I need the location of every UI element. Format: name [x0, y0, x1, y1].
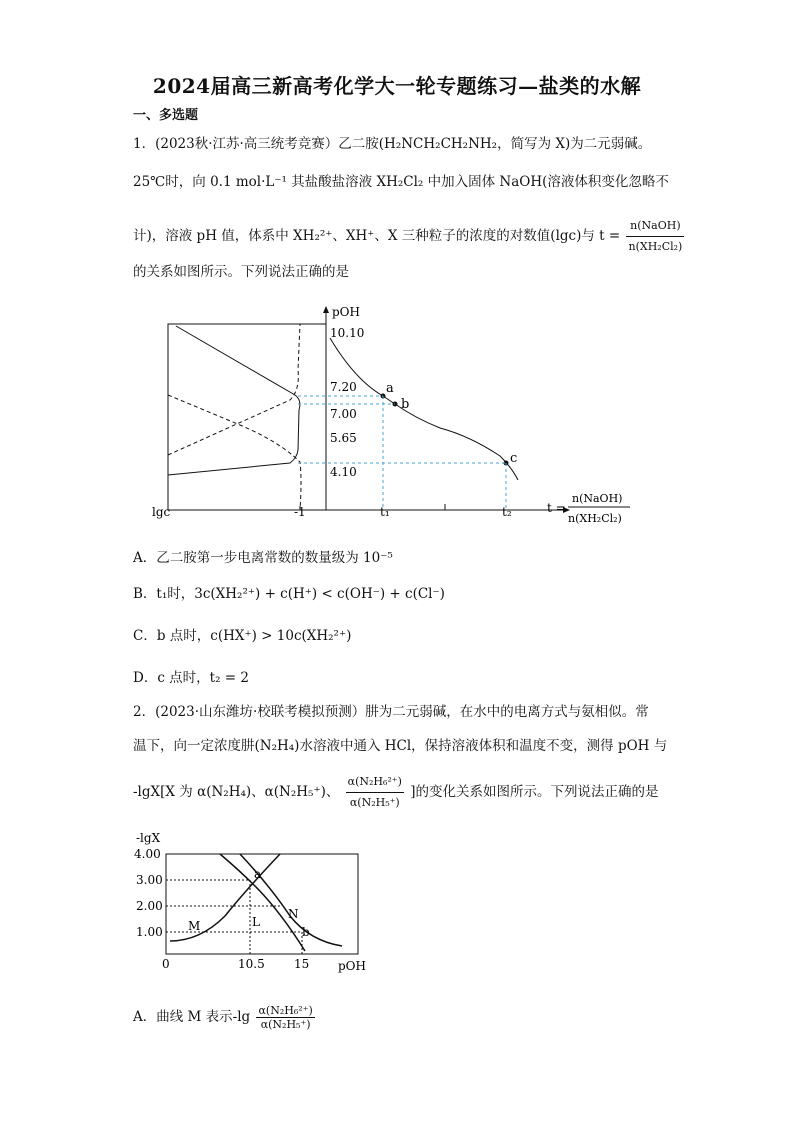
- q1-curve-xh2: [168, 326, 300, 475]
- q1-figure: [140, 300, 640, 530]
- q2-point-b: b: [302, 925, 310, 939]
- q1-option-d[interactable]: D．c 点时，t₂ = 2: [133, 670, 249, 686]
- q2-label-m: M: [188, 919, 201, 933]
- q1-line3-text: 计)，溶液 pH 值，体系中 XH₂²⁺、XH⁺、X 三种粒子的浓度的对数值(lgc)与 t =: [133, 228, 621, 244]
- q2-ytick-1: 1.00: [136, 925, 163, 939]
- q1-ytick-565: 5.65: [330, 431, 357, 445]
- page-title: 2024届高三新高考化学大一轮专题练习—盐类的水解: [152, 74, 642, 98]
- q2-label-n: N: [288, 907, 299, 921]
- q1-line2: 25℃时，向 0.1 mol·L⁻¹ 其盐酸盐溶液 XH₂Cl₂ 中加入固体 NaOH(溶液体积变化忽略不: [133, 174, 669, 190]
- q1-label-a: a: [386, 381, 394, 396]
- q1-curve-poh: [330, 338, 518, 480]
- q1-option-b[interactable]: B．t₁时，3c(XH₂²⁺) + c(H⁺) < c(OH⁻) + c(Cl⁻): [133, 586, 445, 602]
- q2-x-title: pOH: [338, 959, 366, 973]
- q2-line2: 温下，向一定浓度肼(N₂H₄)水溶液中通入 HCl，保持溶液体积和温度不变，测得 pOH 与: [133, 738, 668, 754]
- section-heading: 一、多选题: [133, 108, 199, 123]
- q1-frac-num: n(NaOH): [626, 216, 684, 237]
- q1-x-title-num: n(NaOH): [572, 492, 623, 505]
- q2-line3-b: ]的变化关系如图所示。下列说法正确的是: [410, 784, 659, 800]
- q1-curve-x: [168, 395, 301, 510]
- q2-fraction: [346, 772, 404, 813]
- q1-y-title: pOH: [332, 305, 360, 319]
- q1-option-a[interactable]: A．乙二胺第一步电离常数的数量级为 10⁻⁵: [133, 550, 393, 566]
- q2-frac-den: α(N₂H₅⁺): [349, 796, 400, 809]
- q2-ytick-2: 2.00: [136, 899, 163, 913]
- q1-option-c[interactable]: C．b 点时，c(HX⁺) > 10c(XH₂²⁺): [133, 628, 352, 644]
- q2-point-a: a: [254, 867, 262, 881]
- q2-line3: [133, 772, 658, 813]
- q1-x-title-den: n(XH₂Cl₂): [568, 512, 622, 525]
- q1-label-b: b: [401, 397, 410, 412]
- q2-option-a-den: α(N₂H₅⁺): [260, 1018, 311, 1031]
- q1-x-minus1: -1: [294, 505, 306, 519]
- q1-x-t1: t₁: [380, 505, 390, 519]
- q2-xtick-0: 0: [162, 957, 170, 971]
- q2-option-a-num: α(N₂H₆²⁺): [258, 1004, 313, 1017]
- q2-y-title: -lgX: [136, 831, 161, 845]
- q2-label-l: L: [252, 915, 260, 929]
- q2-figure: [130, 826, 390, 976]
- q1-x-t2: t₂: [502, 505, 512, 519]
- q1-frac-den: n(XH₂Cl₂): [628, 240, 683, 253]
- q1-ytick-1010: 10.10: [330, 326, 365, 340]
- q2-frac-num: α(N₂H₆²⁺): [346, 772, 404, 793]
- q2-line1: 2．(2023·山东潍坊·校联考模拟预测）肼为二元弱碱，在水中的电离方式与氨相似。常: [133, 704, 649, 720]
- q1-ytick-720: 7.20: [330, 380, 357, 394]
- q1-line1: 1．(2023秋·江苏·高三统考竞赛）乙二胺(H₂NCH₂CH₂NH₂，简写为 X)为二元弱碱。: [133, 136, 652, 152]
- q1-line4: 的关系如图所示。下列说法正确的是: [133, 264, 349, 280]
- q1-y-arrow-icon: [323, 306, 329, 313]
- q1-x-left-label: lgc: [152, 505, 171, 519]
- q1-ytick-410: 4.10: [330, 465, 357, 479]
- q1-curve-xh: [168, 324, 300, 455]
- q1-line3: [133, 216, 686, 257]
- q2-ytick-3: 3.00: [136, 873, 163, 887]
- q2-frame: [166, 854, 358, 954]
- q2-curve-m: [170, 854, 280, 941]
- q2-curve-l: [220, 854, 305, 951]
- q2-xtick-15: 15: [294, 957, 310, 971]
- q1-label-c: c: [510, 451, 518, 466]
- q2-option-a-prefix: A．曲线 M 表示-lg: [133, 1009, 251, 1025]
- q1-ytick-700: 7.00: [330, 407, 357, 421]
- q2-line3-a: -lgX[X 为 α(N₂H₄)、α(N₂H₅⁺)、: [133, 784, 340, 800]
- q1-fraction: [626, 216, 684, 257]
- q2-ytick-4: 4.00: [134, 847, 161, 861]
- q2-option-a[interactable]: [133, 1004, 317, 1031]
- q1-left-frame: [168, 324, 326, 510]
- q1-x-title-prefix: t =: [547, 501, 566, 515]
- q2-option-a-fraction: [256, 1004, 314, 1031]
- q2-xtick-105: 10.5: [238, 957, 265, 971]
